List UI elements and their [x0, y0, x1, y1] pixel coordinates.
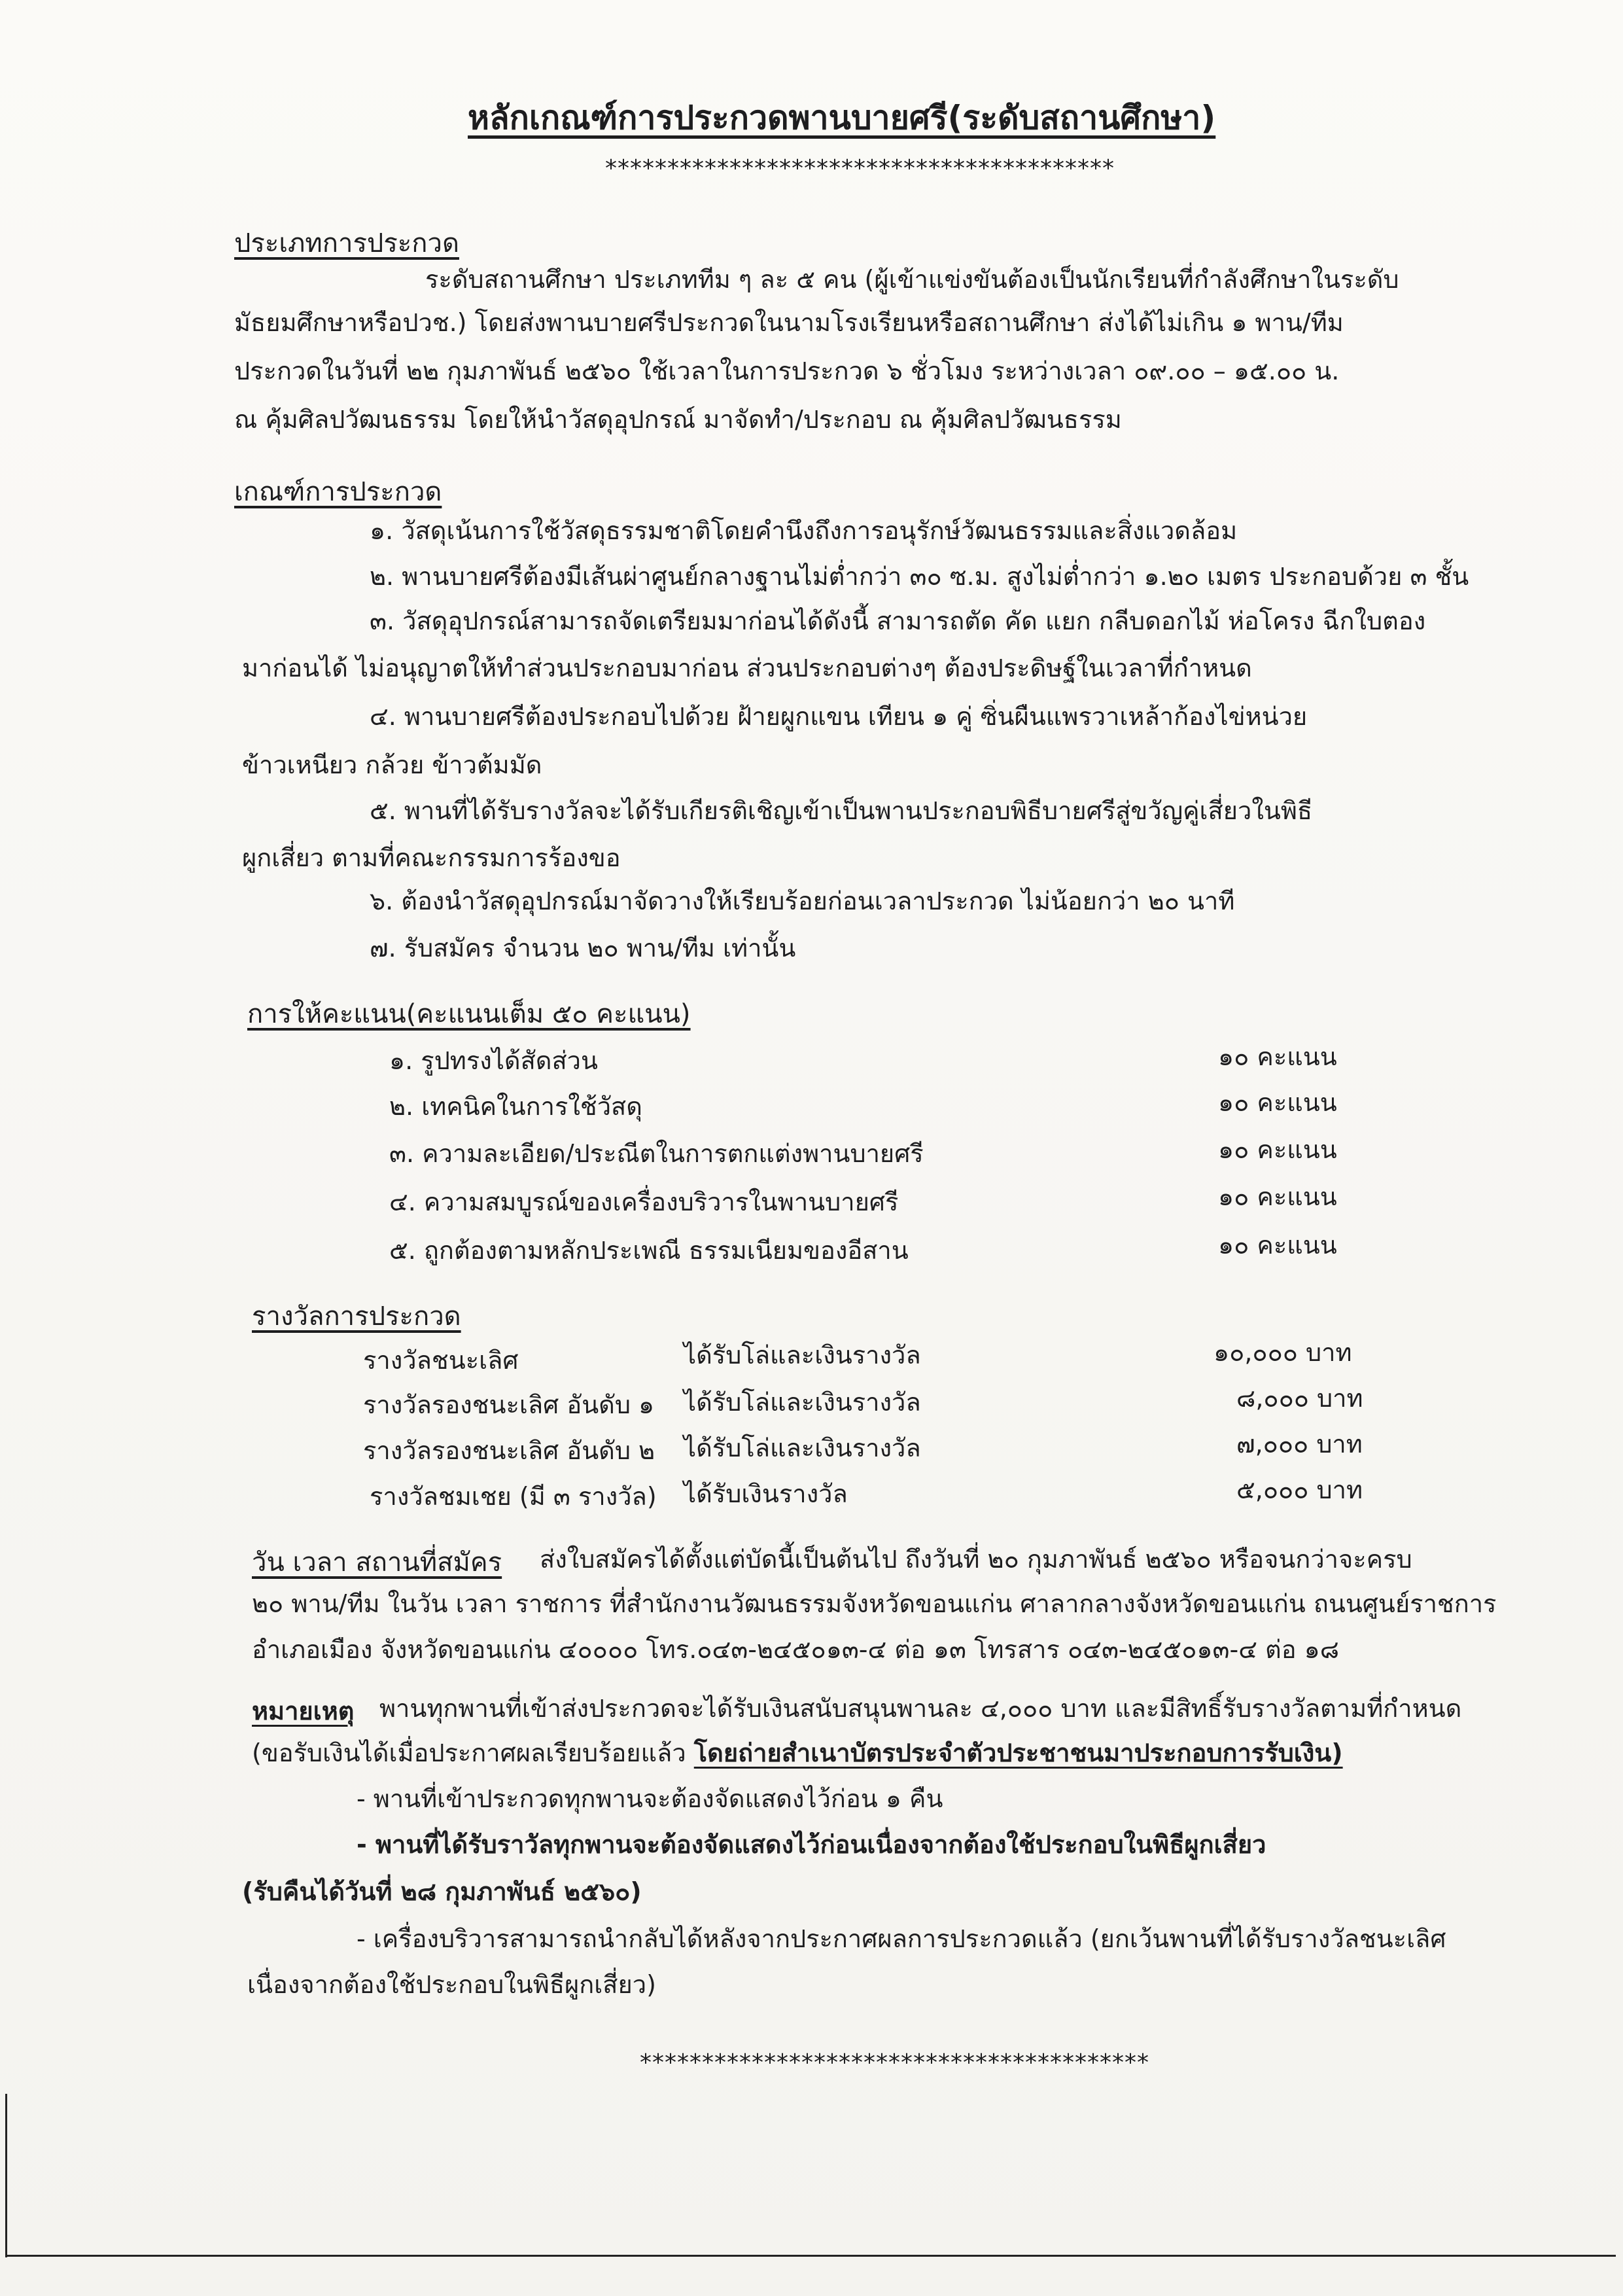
title-divider: ***************************************** — [605, 155, 1115, 182]
remarks-line: พานทุกพานที่เข้าส่งประกวดจะได้รับเงินสนับสนุนพานละ ๔,๐๐๐ บาท และมีสิทธิ์รับรางวัลตามที่กำหนด — [379, 1694, 1462, 1723]
scoring-item-score: ๑๐ คะแนน — [1218, 1135, 1337, 1164]
scoring-item-label: ๓. ความละเอียด/ประณีตในการตกแต่งพานบายศรี — [389, 1139, 924, 1168]
criteria-line: ๑. วัสดุเน้นการใช้วัสดุธรรมชาติโดยคำนึงถึงการอนุรักษ์วัฒนธรรมและสิ่งแวดล้อม — [370, 516, 1238, 545]
registration-line: ส่งใบสมัครได้ตั้งแต่บัดนี้เป็นต้นไป ถึงวันที่ ๒๐ กุมภาพันธ์ ๒๕๖๐ หรือจนกว่าจะครบ — [540, 1545, 1412, 1574]
remarks-line: - เครื่องบริวารสามารถนำกลับได้หลังจากประกาศผลการประกวดแล้ว (ยกเว้นพานที่ได้รับรางวัลชนะเลิศ — [357, 1924, 1446, 1953]
scoring-item-label: ๔. ความสมบูรณ์ของเครื่องบริวารในพานบายศรี — [389, 1188, 899, 1216]
award-desc: ได้รับโล่และเงินรางวัล — [684, 1341, 921, 1369]
award-desc: ได้รับโล่และเงินรางวัล — [684, 1434, 921, 1462]
criteria-line: ๓. วัสดุอุปกรณ์สามารถจัดเตรียมมาก่อนได้ดังนี้ สามารถตัด คัด แยก กลีบดอกไม้ ห่อโครง ฉีกใบตอง — [370, 607, 1426, 635]
scoring-item-score: ๑๐ คะแนน — [1218, 1182, 1337, 1211]
scoring-item-label: ๕. ถูกต้องตามหลักประเพณี ธรรมเนียมของอีสาน — [389, 1236, 909, 1265]
remarks-line — [252, 1740, 1343, 1765]
award-desc: ได้รับโล่และเงินรางวัล — [684, 1388, 921, 1417]
type-line: ระดับสถานศึกษา ประเภททีม ๆ ละ ๕ คน (ผู้เข้าแข่งขันต้องเป็นนักเรียนที่กำลังศึกษาในระดับ — [425, 265, 1399, 294]
page-title: หลักเกณฑ์การประกวดพานบายศรี(ระดับสถานศึกษา) — [468, 99, 1216, 137]
remarks-line: เนื่องจากต้องใช้ประกอบในพิธีผูกเสี่ยว) — [247, 1970, 656, 1999]
award-name: รางวัลรองชนะเลิศ อันดับ ๒ — [363, 1436, 655, 1465]
remarks-line-emphasis: โดยถ่ายสำเนาบัตรประจำตัวประชาชนมาประกอบการรับเงิน) — [693, 1739, 1343, 1767]
awards-heading: รางวัลการประกวด — [252, 1301, 461, 1332]
criteria-heading: เกณฑ์การประกวด — [234, 477, 442, 507]
award-amount: ๘,๐๐๐ บาท — [1236, 1384, 1363, 1413]
remarks-line: - พานที่เข้าประกวดทุกพานจะต้องจัดแสดงไว้ก่อน ๑ คืน — [357, 1784, 943, 1813]
award-desc: ได้รับเงินรางวัล — [684, 1479, 848, 1508]
registration-line: ๒๐ พาน/ทีม ในวัน เวลา ราชการ ที่สำนักงานวัฒนธรรมจังหวัดขอนแก่น ศาลากลางจังหวัดขอนแก่น ถนนศูนย์ราชการ — [252, 1589, 1497, 1618]
scoring-item-score: ๑๐ คะแนน — [1218, 1088, 1337, 1117]
scoring-item-score: ๑๐ คะแนน — [1218, 1231, 1337, 1260]
award-amount: ๑๐,๐๐๐ บาท — [1213, 1338, 1352, 1367]
remarks-line-part: (ขอรับเงินได้เมื่อประกาศผลเรียบร้อยแล้ว — [252, 1739, 694, 1767]
remarks-label: หมายเหตุ — [252, 1697, 355, 1725]
scoring-heading: การให้คะแนน(คะแนนเต็ม ๕๐ คะแนน) — [247, 999, 691, 1029]
registration-label: วัน เวลา สถานที่สมัคร — [252, 1547, 502, 1578]
scoring-item-label: ๑. รูปทรงได้สัดส่วน — [389, 1046, 598, 1075]
scoring-item-label: ๒. เทคนิคในการใช้วัสดุ — [389, 1092, 642, 1121]
type-line: ณ คุ้มศิลปวัฒนธรรม โดยให้นำวัสดุอุปกรณ์ มาจัดทำ/ประกอบ ณ คุ้มศิลปวัฒนธรรม — [234, 405, 1122, 434]
criteria-line: ๗. รับสมัคร จำนวน ๒๐ พาน/ทีม เท่านั้น — [370, 934, 796, 963]
award-name: รางวัลรองชนะเลิศ อันดับ ๑ — [363, 1390, 655, 1419]
criteria-line: ข้าวเหนียว กล้วย ข้าวต้มมัด — [242, 751, 542, 779]
type-line: ประกวดในวันที่ ๒๒ กุมภาพันธ์ ๒๕๖๐ ใช้เวลาในการประกวด ๖ ชั่วโมง ระหว่างเวลา ๐๙.๐๐ – ๑๕.๐๐ น. — [234, 357, 1340, 385]
remarks-line: - พานที่ได้รับราวัลทุกพานจะต้องจัดแสดงไว้ก่อนเนื่องจากต้องใช้ประกอบในพิธีผูกเสี่ยว — [357, 1830, 1266, 1859]
criteria-line: มาก่อนได้ ไม่อนุญาตให้ทำส่วนประกอบมาก่อน ส่วนประกอบต่างๆ ต้องประดิษฐ์ในเวลาที่กำหนด — [242, 654, 1252, 682]
award-amount: ๕,๐๐๐ บาท — [1236, 1475, 1363, 1504]
page-border-bottom — [7, 2255, 1616, 2257]
criteria-line: ๕. พานที่ได้รับรางวัลจะได้รับเกียรติเชิญเข้าเป็นพานประกอบพิธีบายศรีสู่ขวัญคู่เสี่ยวในพิธี — [370, 796, 1313, 825]
type-heading: ประเภทการประกวด — [234, 228, 459, 258]
award-name: รางวัลชมเชย (มี ๓ รางวัล) — [370, 1482, 657, 1511]
type-line: มัธยมศึกษาหรือปวช.) โดยส่งพานบายศรีประกวดในนามโรงเรียนหรือสถานศึกษา ส่งได้ไม่เกิน ๑ พาน/ทีม — [234, 308, 1344, 337]
award-amount: ๗,๐๐๐ บาท — [1236, 1430, 1363, 1458]
criteria-line: ผูกเสี่ยว ตามที่คณะกรรมการร้องขอ — [242, 843, 621, 872]
award-name: รางวัลชนะเลิศ — [363, 1346, 519, 1375]
criteria-line: ๔. พานบายศรีต้องประกอบไปด้วย ฝ้ายผูกแขน เทียน ๑ คู่ ซิ่นผืนแพรวาเหล้าก้องไข่หน่วย — [370, 702, 1308, 731]
criteria-line: ๖. ต้องนำวัสดุอุปกรณ์มาจัดวางให้เรียบร้อยก่อนเวลาประกวด ไม่น้อยกว่า ๒๐ นาที — [370, 887, 1235, 915]
page-border-left — [5, 2094, 7, 2257]
registration-line: อำเภอเมือง จังหวัดขอนแก่น ๔๐๐๐๐ โทร.๐๔๓-๒๔๕๐๑๓-๔ ต่อ ๑๓ โทรสาร ๐๔๓-๒๔๕๐๑๓-๔ ต่อ ๑๘ — [252, 1635, 1340, 1664]
bottom-divider: ***************************************** — [640, 2049, 1149, 2076]
remarks-line: (รับคืนได้วันที่ ๒๘ กุมภาพันธ์ ๒๕๖๐) — [242, 1877, 642, 1906]
criteria-line: ๒. พานบายศรีต้องมีเส้นผ่าศูนย์กลางฐานไม่ต่ำกว่า ๓๐ ซ.ม. สูงไม่ต่ำกว่า ๑.๒๐ เมตร ประกอบด้วย ๓ ชั้น — [370, 562, 1469, 591]
scoring-item-score: ๑๐ คะแนน — [1218, 1042, 1337, 1071]
